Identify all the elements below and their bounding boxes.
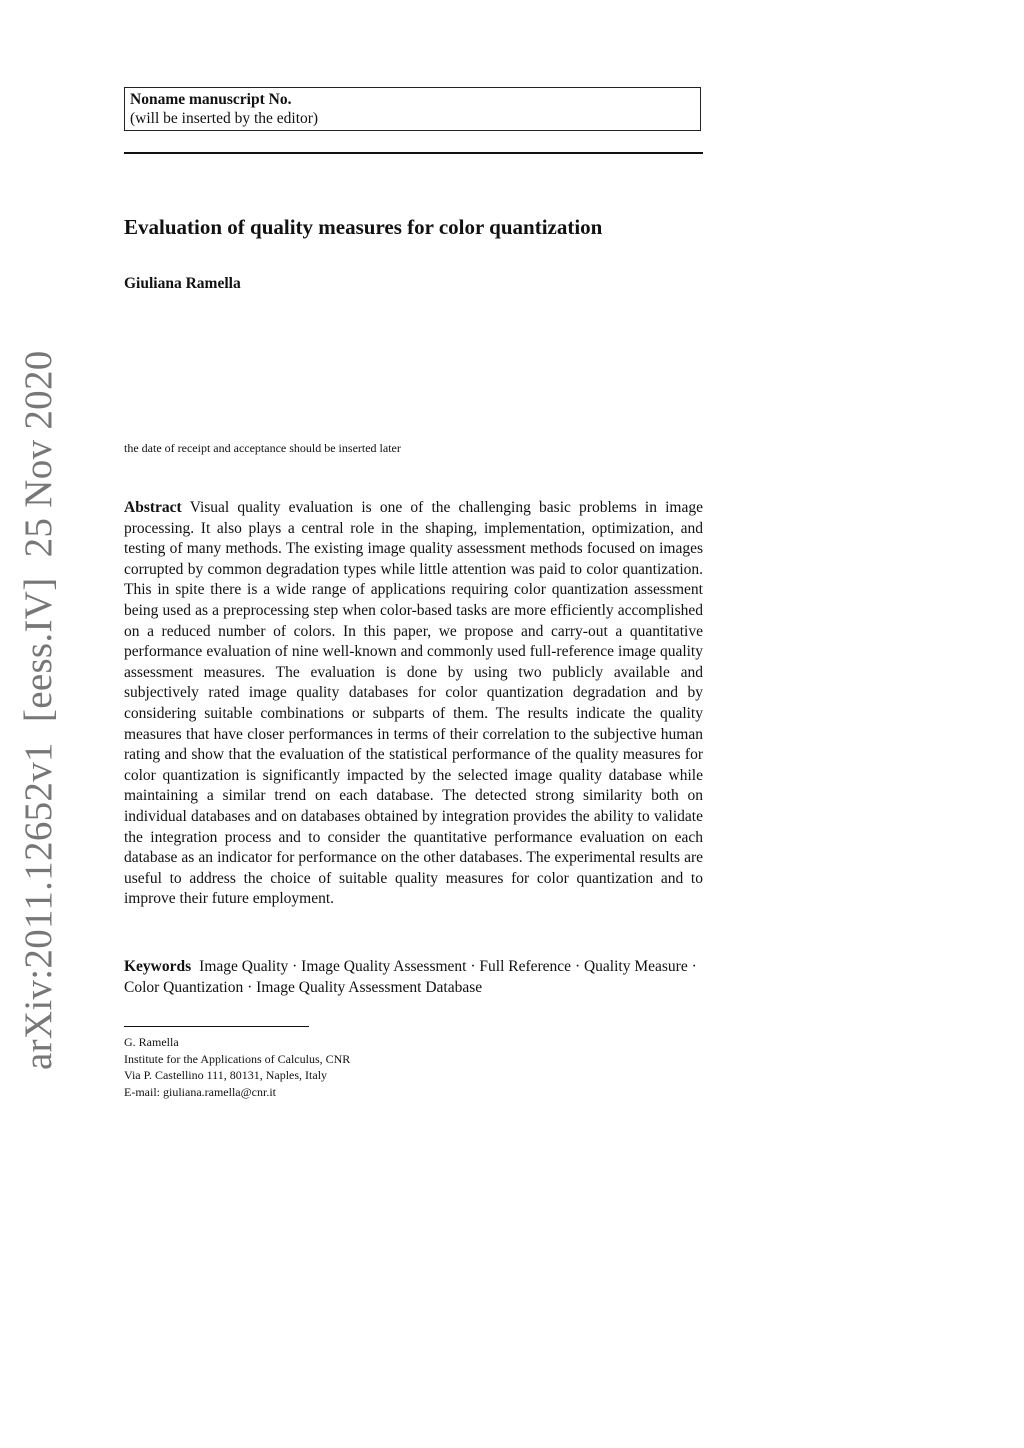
keywords bbox=[124, 956, 703, 998]
affiliation-name: G. Ramella bbox=[124, 1035, 179, 1049]
header-rule bbox=[124, 152, 703, 154]
manuscript-number: Noname manuscript No. bbox=[130, 91, 292, 108]
manuscript-editor-note: (will be inserted by the editor) bbox=[130, 110, 319, 127]
keywords-label: Keywords bbox=[124, 958, 192, 975]
affiliation-email: E-mail: giuliana.ramella@cnr.it bbox=[124, 1084, 276, 1099]
affiliation-footnote bbox=[124, 1034, 350, 1100]
keywords-text: Image Quality · Image Quality Assessment · Full Reference · Quality Measure · Color Quantization · Image Quality Assessment Database bbox=[124, 958, 697, 996]
affiliation-institute: Institute for the Applications of Calculus, CNR bbox=[124, 1051, 351, 1066]
abstract-text: Visual quality evaluation is one of the challenging basic problems in image processing. It also plays a central role in the shaping, implementation, optimization, and testing of many methods. The existing image quality assessment methods focused on images corrupted by common degradation types while little attention was paid to color quantization. This in spite there is a wide range of applications requiring color quantization assessment being used as a preprocessing step when color-based tasks are more efficiently accomplished on a reduced number of colors. In this paper, we propose and carry-out a quantitative performance evaluation of nine well-known and commonly used full-reference image quality assessment measures. The evaluation is done by using two publicly available and subjectively rated image quality databases for color quantization degradation and by considering suitable combinations or subparts of them. The results indicate the quality measures that have closer performances in terms of their correlation to the subjective human rating and show that the evaluation of the statistical performance of the quality measures for color quantization is significantly impacted by the selected image quality database while maintaining a similar trend on each database. The detected strong similarity both on individual databases and on databases obtained by integration provides the ability to validate the integration process and to consider the quantitative performance evaluation on each database as an indicator for performance on the other databases. The experimental results are useful to address the choice of suitable quality measures for color quantization and to improve their future employment. bbox=[124, 499, 703, 908]
affiliation-address: Via P. Castellino 111, 80131, Naples, Italy bbox=[124, 1068, 328, 1082]
abstract bbox=[124, 498, 703, 910]
received-note: the date of receipt and acceptance should be inserted later bbox=[124, 441, 401, 455]
paper-author: Giuliana Ramella bbox=[124, 275, 241, 292]
paper-title: Evaluation of quality measures for color quantization bbox=[124, 215, 603, 239]
footnote-rule bbox=[124, 1026, 309, 1027]
manuscript-box bbox=[124, 87, 701, 131]
abstract-label: Abstract bbox=[124, 499, 182, 516]
arxiv-stamp: arXiv:2011.12652v1 [eess.IV] 25 Nov 2020 bbox=[17, 350, 60, 1070]
